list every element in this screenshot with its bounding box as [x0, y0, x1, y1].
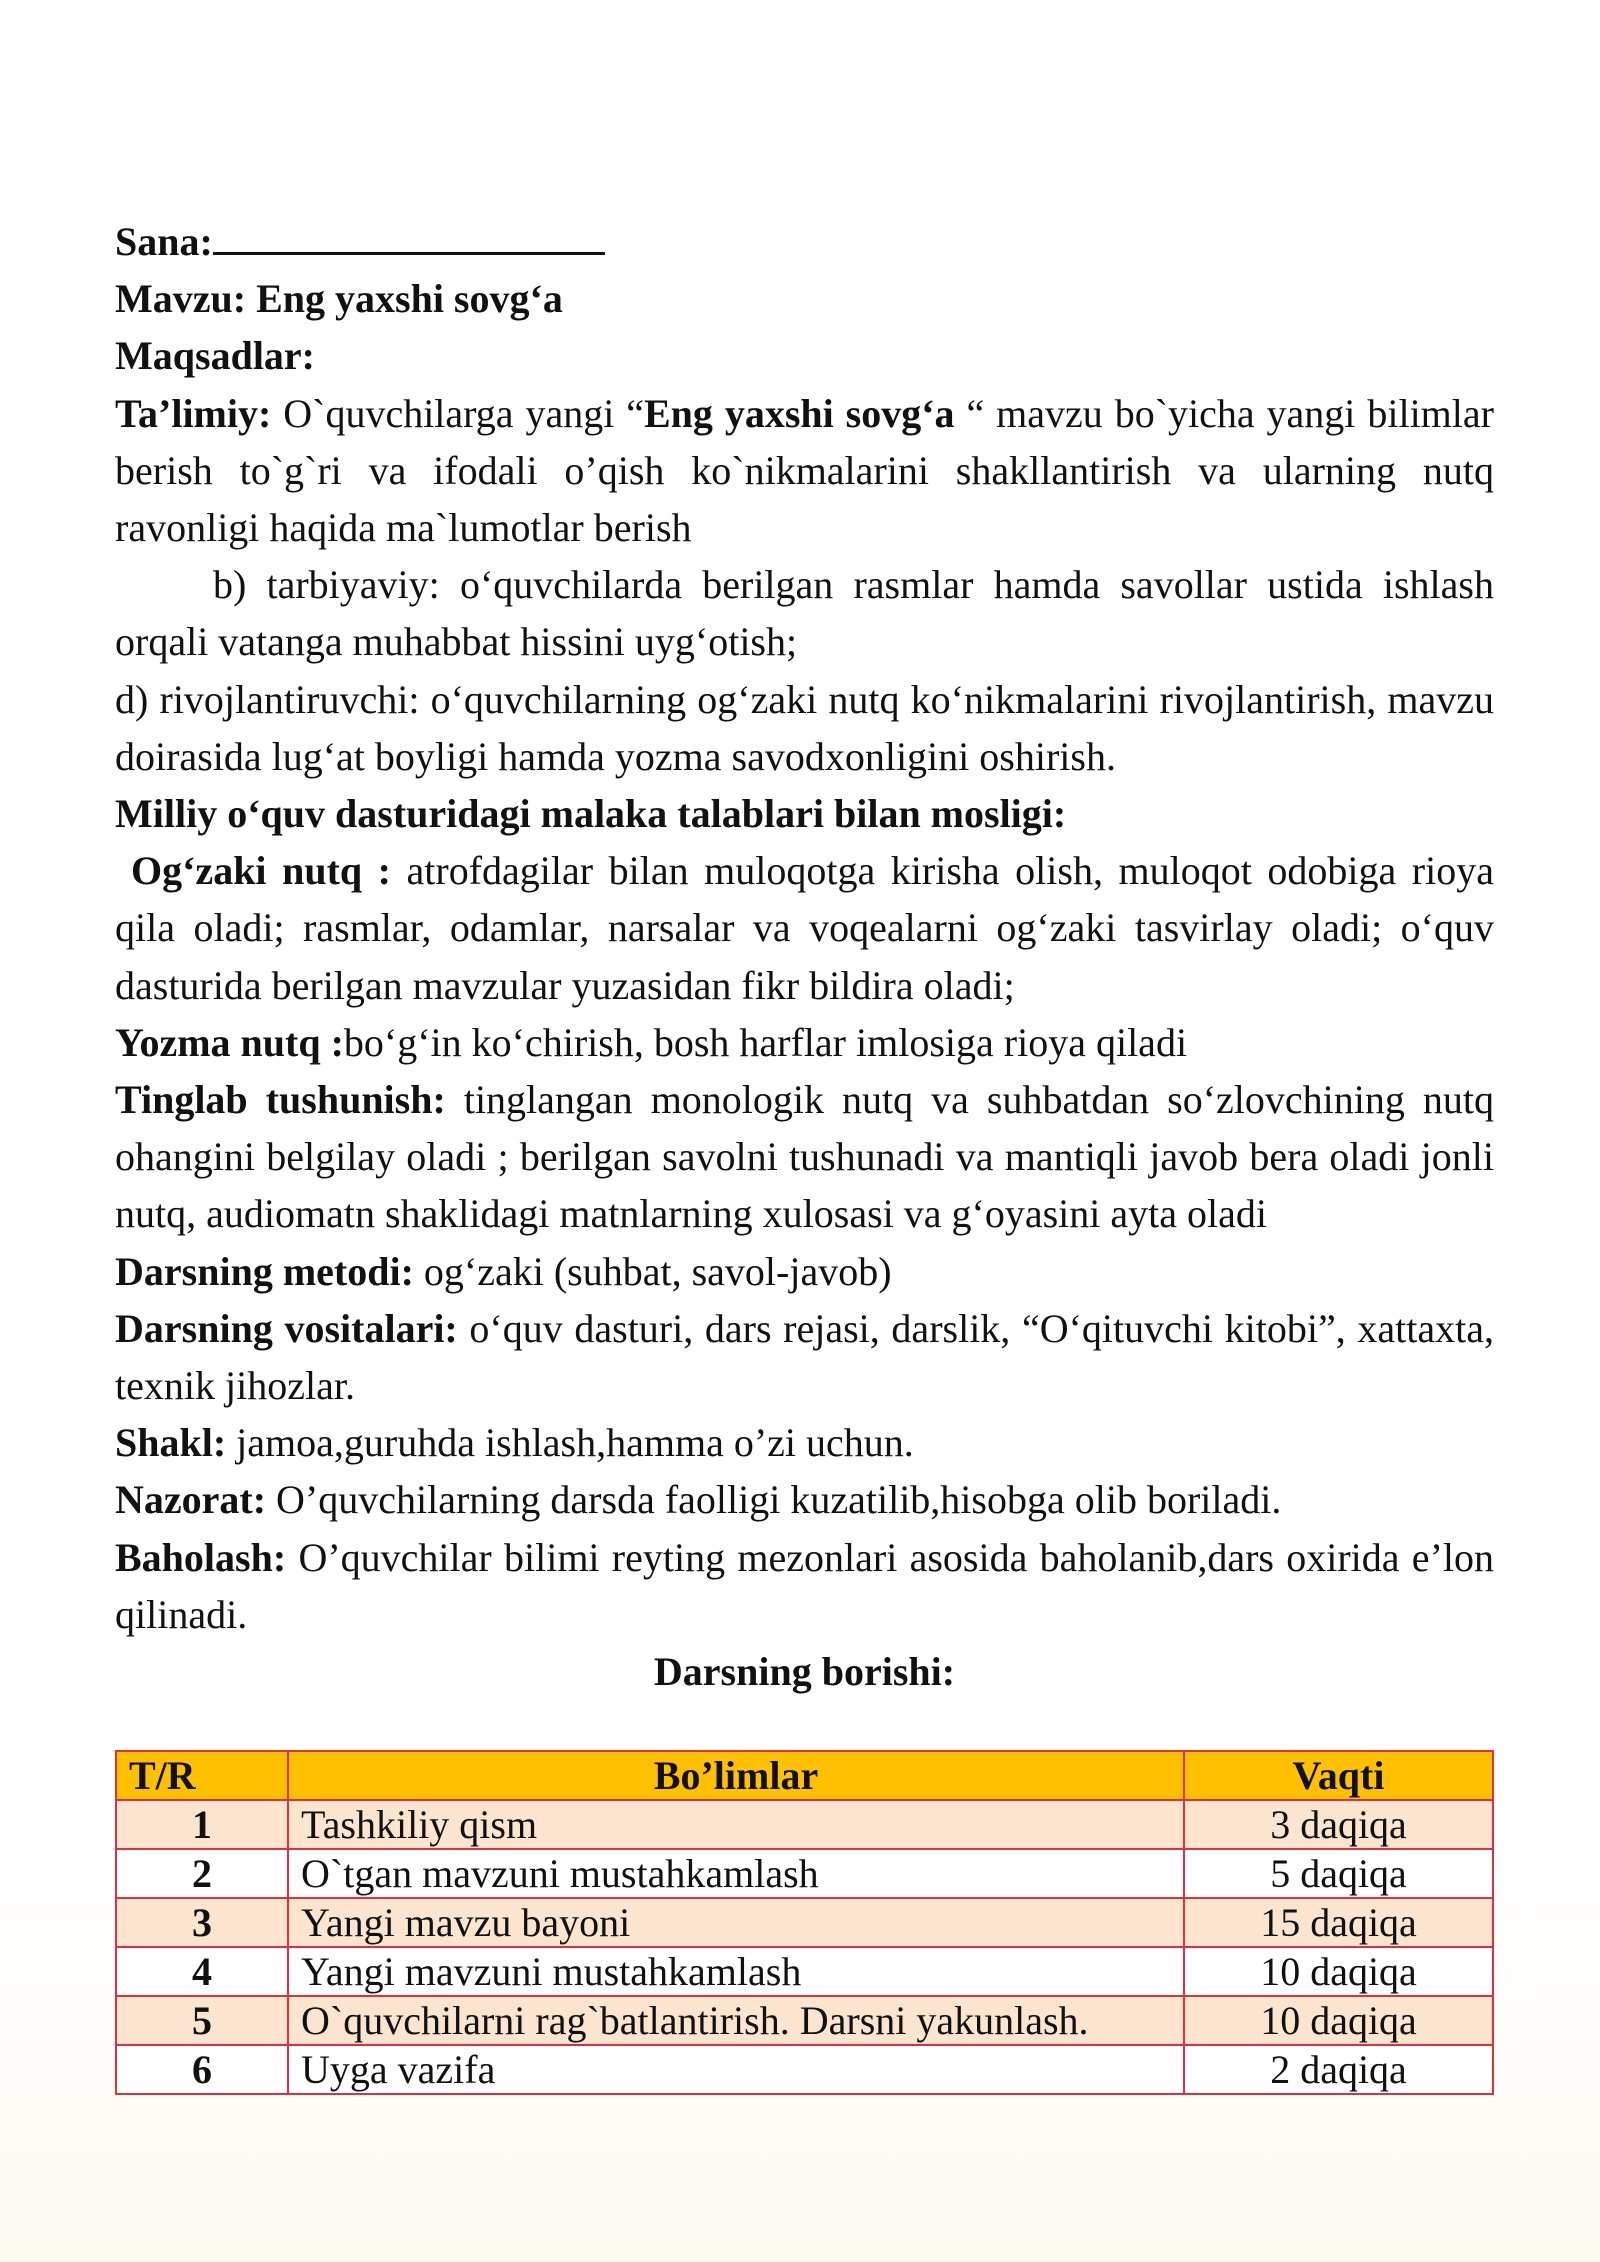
oral-label: Og‘zaki nutq : — [131, 848, 391, 894]
educational-text-2: “ mavzu bo`yicha yangi bilimlar berish to`g`ri va ifodali o’qish ko`nikmalarini shakllantirish va ularning nutq ravonligi haqida ma`lumotlar berish — [115, 390, 1494, 551]
row-section: Tashkiliy qism — [288, 1800, 1184, 1849]
form-label: Shakl: — [115, 1420, 227, 1466]
header-tr: T/R — [116, 1751, 288, 1800]
row-number: 2 — [116, 1849, 288, 1898]
table-row — [116, 1947, 1493, 1996]
header-time: Vaqti — [1184, 1751, 1493, 1800]
row-section: Uyga vazifa — [288, 2045, 1184, 2094]
method-label: Darsning metodi: — [115, 1248, 414, 1294]
control-text: O’quvchilarning darsda faolligi kuzatilib,hisobga olib boriladi. — [266, 1477, 1282, 1523]
plan-title: Darsning borishi: — [653, 1649, 956, 1695]
lesson-plan-body — [115, 213, 1494, 1700]
form-text: jamoa,guruhda ishlash,hamma o’zi uchun. — [226, 1420, 914, 1466]
table-header-row — [116, 1751, 1493, 1800]
header-sections: Bo’limlar — [288, 1751, 1184, 1800]
table-row — [116, 2045, 1493, 2094]
assessment-text: O’quvchilar bilimi reyting mezonlari asosida baholanib,dars oxirida e’lon qilinadi. — [115, 1534, 1494, 1637]
row-time: 10 daqiqa — [1184, 1947, 1493, 1996]
standards-heading: Milliy o‘quv dasturidagi malaka talablari bilan mosligi: — [115, 791, 1067, 837]
row-time: 2 daqiqa — [1184, 2045, 1493, 2094]
table-row — [116, 1898, 1493, 1947]
educational-topic: Eng yaxshi sovg‘a — [643, 390, 955, 436]
control-label: Nazorat: — [115, 1477, 267, 1523]
method-text: og‘zaki (suhbat, savol-javob) — [413, 1248, 892, 1294]
date-blank — [213, 216, 605, 255]
row-number: 4 — [116, 1947, 288, 1996]
educational-text-1: O`quvchilarga yangi “ — [271, 390, 644, 436]
listening-label: Tinglab tushunish: — [115, 1077, 446, 1123]
control-line — [115, 1471, 1494, 1528]
table-row — [116, 1800, 1493, 1849]
table-row — [116, 1996, 1493, 2045]
table-row — [116, 1849, 1493, 1898]
assessment-label: Baholash: — [115, 1534, 287, 1580]
row-number: 5 — [116, 1996, 288, 2045]
tools-text: o‘quv dasturi, dars rejasi, darslik, “O‘qituvchi kitobi”, xattaxta, texnik jihozlar. — [115, 1305, 1494, 1409]
written-speech — [115, 1014, 1494, 1071]
upbringing-goal: b) tarbiyaviy: o‘quvchilarda berilgan rasmlar hamda savollar ustida ishlash orqali vatanga muhabbat hissini uyg‘otish; — [115, 562, 1494, 665]
row-time: 3 daqiqa — [1184, 1800, 1493, 1849]
educational-label: Ta’limiy: — [115, 390, 272, 436]
row-number: 6 — [116, 2045, 288, 2094]
row-section: Yangi mavzuni mustahkamlash — [288, 1947, 1184, 1996]
written-label: Yozma nutq : — [115, 1019, 344, 1065]
listening — [115, 1071, 1494, 1243]
topic-value: Eng yaxshi sovg‘a — [256, 276, 563, 322]
topic-line — [115, 270, 1494, 327]
method-line — [115, 1243, 1494, 1300]
row-number: 3 — [116, 1898, 288, 1947]
row-section: O`quvchilarni rag`batlantirish. Darsni yakunlash. — [288, 1996, 1184, 2045]
row-number: 1 — [116, 1800, 288, 1849]
row-section: Yangi mavzu bayoni — [288, 1898, 1184, 1947]
date-label: Sana: — [115, 219, 213, 264]
row-time: 5 daqiqa — [1184, 1849, 1493, 1898]
goals-heading: Maqsadlar: — [115, 333, 315, 379]
topic-label: Mavzu: — [115, 276, 247, 322]
tools-line — [115, 1300, 1494, 1414]
row-section: O`tgan mavzuni mustahkamlash — [288, 1849, 1184, 1898]
educational-goal — [115, 385, 1494, 557]
lesson-plan-table — [115, 1750, 1494, 2095]
oral-speech — [115, 842, 1494, 1014]
developmental-goal: d) rivojlantiruvchi: o‘quvchilarning og‘zaki nutq ko‘nikmalarini rivojlantirish, mavzu doirasida lug‘at boyligi hamda yozma savodxonligini oshirish. — [115, 676, 1494, 779]
tools-label: Darsning vositalari: — [115, 1305, 458, 1351]
listening-text: tinglangan monologik nutq va suhbatdan so‘zlovchining nutq ohangini belgilay oladi ; berilgan savolni tushunadi va mantiqli javob bera oladi jonli nutq, audiomatn shaklidagi matnlarning xulosasi va g‘oyasini ayta oladi — [115, 1077, 1494, 1237]
date-line — [115, 213, 1494, 270]
form-line — [115, 1414, 1494, 1471]
oral-text: atrofdagilar bilan muloqotga kirisha olish, muloqot odobiga rioya qila oladi; rasmlar, odamlar, narsalar va voqealarni og‘zaki tasvirlay oladi; o‘quv dasturida berilgan mavzular yuzasidan fikr bildira oladi; — [115, 848, 1494, 1008]
row-time: 10 daqiqa — [1184, 1996, 1493, 2045]
written-text: bo‘g‘in ko‘chirish, bosh harflar imlosiga rioya qiladi — [343, 1019, 1188, 1065]
assessment-line — [115, 1529, 1494, 1643]
row-time: 15 daqiqa — [1184, 1898, 1493, 1947]
